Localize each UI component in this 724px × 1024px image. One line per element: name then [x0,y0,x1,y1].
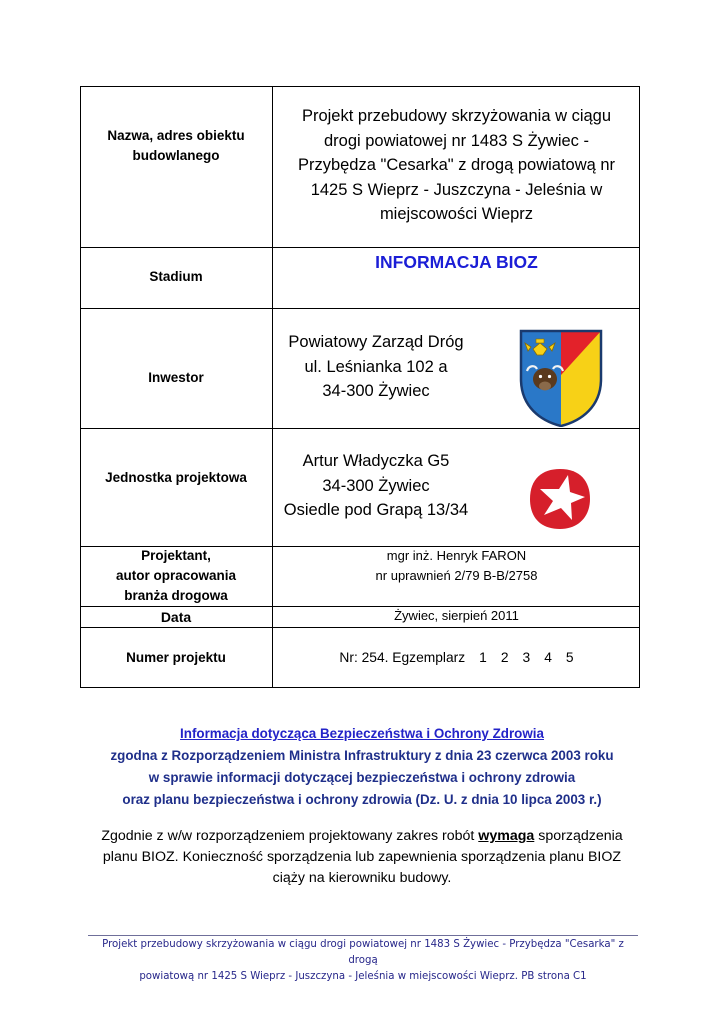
title-sheet-table [80,86,640,688]
stadium-label: Stadium [149,269,203,284]
row-divider [80,308,640,309]
bioz-requirement-paragraph: Zgodnie z w/w rozporządzeniem projektowany zakres robót wymaga sporządzenia planu BIOZ. Konieczność sporządzenia lub zapewnienia sporządzenia planu BIOZ ciąży na kierowniku budowy. [101,828,623,886]
investor-value: Powiatowy Zarząd Dróg ul. Leśnianka 102 a 34-300 Żywiec [288,333,464,401]
designer-label: Projektant, autor opracowania branża drogowa [115,548,237,603]
date-label: Data [160,609,192,625]
page-footer: Projekt przebudowy skrzyżowania w ciągu drogi powiatowej nr 1483 S Żywiec - Przybędza "Cesarka" z drogą powiatową nr 1425 S Wieprz - Juszczyna - Jeleśnia w miejscowości Wieprz. PB strona C1 [102,939,624,982]
object-name-value: Projekt przebudowy skrzyżowania w ciągu drogi powiatowej nr 1483 S Żywiec - Przybędza "Cesarka" z drogą powiatową nr 1425 S Wieprz - Juszczyna - Jeleśnia w miejscowości Wieprz [297,107,616,224]
stadium-value: INFORMACJA BIOZ [375,252,538,272]
row-divider [80,247,640,248]
footer-divider [88,935,638,936]
design-unit-value: Artur Władyczka G5 34-300 Żywiec Osiedle pod Grapą 13/34 [283,452,469,520]
object-name-label: Nazwa, adres obiektu budowlanego [107,128,245,163]
row-divider [80,627,640,628]
requirement-emphasis: wymaga [478,828,535,844]
bioz-info-heading: Informacja dotycząca Bezpieczeństwa i Ochrony Zdrowia zgodna z Rozporządzeniem Ministra Infrastruktury z dnia 23 czerwca 2003 roku w sprawie informacji dotyczącej bezpieczeństwa i ochrony zdrowia oraz planu bezpieczeństwa i ochrony zdrowia (Dz. U. z dnia 10 lipca 2003 r.) [60,723,664,811]
design-unit-label: Jednostka projektowa [105,470,247,485]
date-value: Żywiec, sierpień 2011 [394,608,519,623]
row-divider [80,428,640,429]
star-logo-icon [528,467,592,531]
coat-of-arms-emblem [519,327,603,427]
investor-label: Inwestor [148,370,204,385]
info-title: Informacja dotycząca Bezpieczeństwa i Ochrony Zdrowia [180,726,544,741]
project-number-label: Numer projektu [126,650,226,665]
project-number-value: Nr: 254. Egzemplarz 1 2 3 4 5 [339,650,574,665]
designer-value: mgr inż. Henryk FARON nr uprawnień 2/79 B-B/2758 [375,548,538,583]
